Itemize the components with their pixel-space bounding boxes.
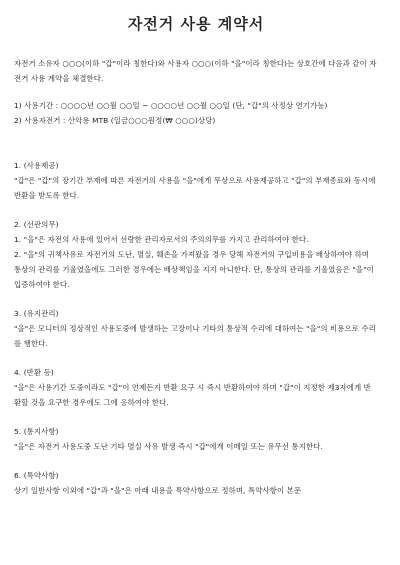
article-heading: 2. (선관의무) — [14, 220, 59, 229]
article-paragraph: 2. "을"의 귀책사유로 자전거의 도난, 멸실, 훼손을 가져왔을 경우 당해 자전거의 구입비용을 배상하여야 하며 통상의 관리를 기울였을에도 그러한 경우에는 배상책임을 지지 아니한다. 단, 통상의 관리를 기울였음은 "을"이 입증하여야 한다. — [14, 250, 374, 289]
article-heading: 4. (반환 등) — [14, 368, 54, 377]
term-usage-period: 1) 사용기간 : ○○○○년 ○○월 ○○일 ~ ○○○○년 ○○월 ○○일 (단, "갑"의 사정상 연기가능) — [14, 101, 328, 110]
article-paragraph: 상기 일반사항 이외에 "갑"과 "을"은 아래 내용을 특약사항으로 정하며, 특약사항이 본문 — [14, 486, 302, 495]
article-5 — [14, 424, 378, 454]
article-paragraph: "을"은 모니터의 정상적인 사용도중에 발생하는 고장이나 기타의 통상적 수리에 대하여는 "을"의 비용으로 수리를 행한다. — [14, 324, 376, 348]
article-heading: 5. (통지사항) — [14, 427, 59, 436]
document-title: 자전거 사용 계약서 — [127, 15, 265, 33]
article-2 — [14, 217, 378, 292]
article-paragraph: "을"은 자전거 사용도중 도난 기타 멸실 사유 발생 즉시 "갑"에게 이메일 또는 유무선 통지한다. — [14, 442, 323, 451]
article-heading: 1. (사용제공) — [14, 161, 59, 170]
article-4 — [14, 365, 378, 410]
term-bicycle: 2) 사용자전거 : 산악용 MTB (일금○○○원정(₩ ○○○)상당) — [14, 116, 216, 125]
section-spacer — [14, 128, 378, 158]
article-3 — [14, 306, 378, 351]
article-1 — [14, 158, 378, 203]
article-paragraph: "을"은 사용기간 도중이라도 "갑"이 언제든지 반환 요구 시 즉시 반환하여야 하며 "갑"이 지정한 제3자에게 반환할 것을 요구한 경우에도 그에 응하여야 한다. — [14, 383, 371, 407]
article-paragraph: "갑"은 "갑"의 장기간 부재에 따른 자전거의 사용을 "을"에게 무상으로 사용제공하고 "갑"의 부재종료와 동시에 반환을 받도록 한다. — [14, 176, 376, 200]
article-6 — [14, 468, 378, 498]
article-paragraph: 1. "을"은 자전의 사용에 있어서 선량한 관리자로서의 주의의무를 가지고 관리하여야 한다. — [14, 235, 309, 244]
article-heading: 3. (유지관리) — [14, 309, 59, 318]
article-heading: 6. (특약사항) — [14, 471, 59, 480]
intro-paragraph: 자전거 소유자 ○○○(이하 "갑"이라 칭한다)와 사용자 ○○○(이하 "을"이라 칭한다)는 상호간에 다음과 같이 자전거 사용 계약을 체결한다. — [14, 59, 377, 83]
